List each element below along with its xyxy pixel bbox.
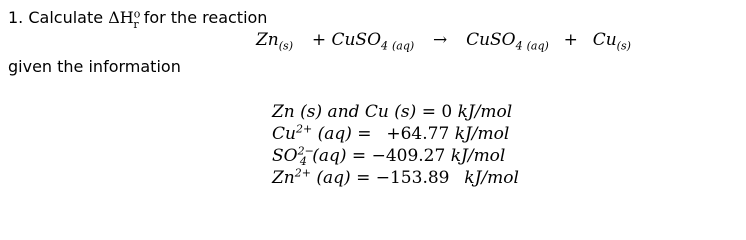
data-line-4-charge: 2+ xyxy=(294,166,311,180)
reaction-equation xyxy=(256,30,631,53)
data-line-3-eq: = xyxy=(351,146,367,166)
product-cuso4: CuSO xyxy=(466,30,516,50)
delta-h-sub: r xyxy=(133,17,139,31)
given-label: given the information xyxy=(8,57,181,76)
data-line-4-eq: = xyxy=(356,168,371,188)
prompt-text-before: Calculate xyxy=(28,8,104,27)
data-line-3-scripts xyxy=(297,144,314,169)
reactant-zn-state: (s) xyxy=(278,39,293,53)
data-line-3-species: SO xyxy=(272,146,298,166)
product-cuso4-state: (aq) xyxy=(526,39,549,53)
data-line-4-state: (aq) xyxy=(316,168,351,188)
data-line-1-species: Zn (s) and Cu (s) xyxy=(272,102,417,122)
data-line-2-charge: 2+ xyxy=(295,122,313,136)
data-line-1 xyxy=(272,102,512,122)
data-line-3-state: (aq) xyxy=(312,146,347,166)
prompt-text-after: for the reaction xyxy=(143,8,268,27)
plus-sign-2: + xyxy=(563,30,578,50)
data-line-2-state: (aq) xyxy=(317,124,352,144)
data-line-4-species: Zn xyxy=(272,168,295,188)
data-line-4-value: −153.89 xyxy=(375,168,450,188)
problem-number: 1. xyxy=(8,8,24,27)
data-line-3-unit: kJ/mol xyxy=(450,146,506,166)
product-cu: Cu xyxy=(592,30,617,50)
data-line-2 xyxy=(272,124,509,144)
plus-sign-1: + xyxy=(311,30,327,50)
delta-h-scripts xyxy=(133,7,141,31)
data-line-3-subscript: 4 xyxy=(299,155,307,169)
reactant-cuso4: CuSO xyxy=(331,30,382,50)
product-cuso4-sub: 4 xyxy=(515,39,523,53)
data-line-4-unit: kJ/mol xyxy=(464,168,519,188)
data-line-2-species: Cu xyxy=(272,124,296,144)
delta-h-symbol xyxy=(108,7,141,31)
reactant-cuso4-state: (aq) xyxy=(392,39,415,53)
data-line-2-unit: kJ/mol xyxy=(454,124,510,144)
data-line-3 xyxy=(272,144,506,169)
reactant-zn: Zn xyxy=(256,30,279,50)
product-cu-state: (s) xyxy=(616,39,631,53)
problem-prompt xyxy=(8,7,268,31)
data-line-1-unit: kJ/mol xyxy=(457,102,513,122)
data-line-1-eq: = xyxy=(421,102,436,122)
data-line-4 xyxy=(272,168,519,188)
data-line-3-charge: 2− xyxy=(297,144,314,158)
reactant-cuso4-sub: 4 xyxy=(381,39,389,53)
data-line-2-value: +64.77 xyxy=(386,124,450,144)
reaction-arrow: → xyxy=(433,30,448,50)
data-line-2-eq: = xyxy=(357,124,372,144)
delta-h-sup: o xyxy=(133,7,141,21)
data-line-1-value: 0 xyxy=(441,102,453,122)
delta-h-text: ΔH xyxy=(108,8,134,27)
data-line-3-value: −409.27 xyxy=(371,146,446,166)
